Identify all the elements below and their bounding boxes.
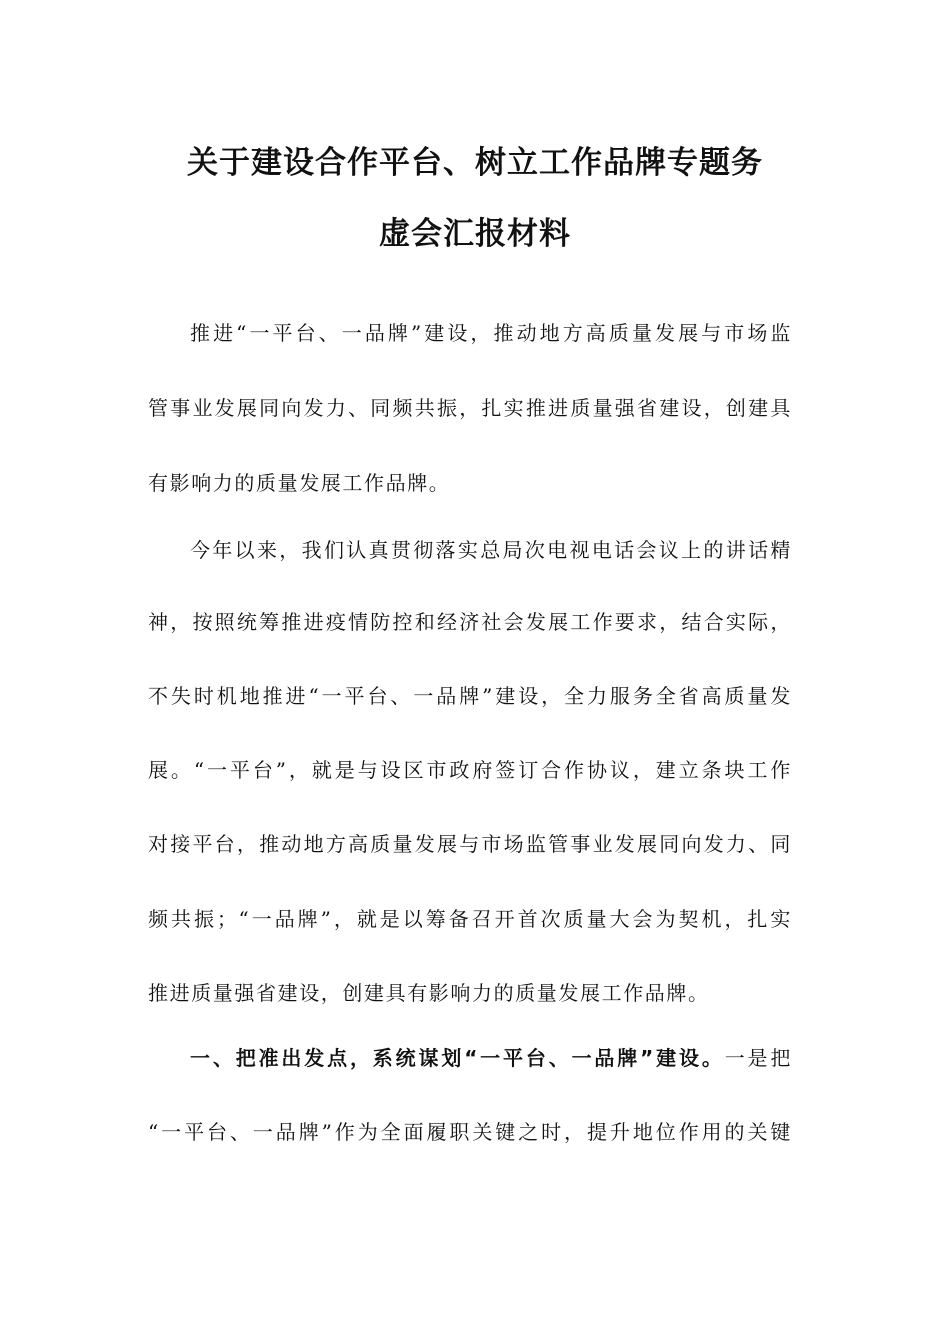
paragraph-3-line-1-text: 一是把 (724, 1046, 792, 1070)
paragraph-3-line-2: “一平台、一品牌”作为全面履职关键之时，提升地位作用的关键 (148, 1120, 792, 1144)
paragraph-1-line-3: 有影响力的质量发展工作品牌。 (148, 471, 451, 495)
paragraph-1-line-1: 推进“一平台、一品牌”建设，推动地方高质量发展与市场监 (190, 321, 792, 345)
paragraph-2-line-6: 频共振；“一品牌”，就是以筹备召开首次质量大会为契机，扎实 (148, 907, 792, 931)
paragraph-1-line-2: 管事业发展同向发力、同频共振，扎实推进质量强省建设，创建具 (148, 396, 792, 420)
paragraph-2-line-4: 展。“一平台”，就是与设区市政府签订合作协议，建立条块工作 (148, 758, 792, 782)
paragraph-2-line-5: 对接平台，推动地方高质量发展与市场监管事业发展同向发力、同 (148, 832, 792, 856)
paragraph-2-line-7: 推进质量强省建设，创建具有影响力的质量发展工作品牌。 (148, 981, 710, 1005)
paragraph-2-line-2: 神，按照统筹推进疫情防控和经济社会发展工作要求，结合实际， (148, 610, 792, 634)
document-title-line-2: 虚会汇报材料 (379, 216, 571, 252)
paragraph-3-line-1 (190, 1044, 792, 1072)
document-title-line-1: 关于建设合作平台、树立工作品牌专题务 (187, 145, 763, 181)
section-heading-1: 一、把准出发点，系统谋划“一平台、一品牌”建设。 (190, 1046, 725, 1070)
paragraph-2-line-1: 今年以来，我们认真贯彻落实总局次电视电话会议上的讲话精 (190, 538, 792, 562)
paragraph-2-line-3: 不失时机地推进“一平台、一品牌”建设，全力服务全省高质量发 (148, 684, 792, 708)
